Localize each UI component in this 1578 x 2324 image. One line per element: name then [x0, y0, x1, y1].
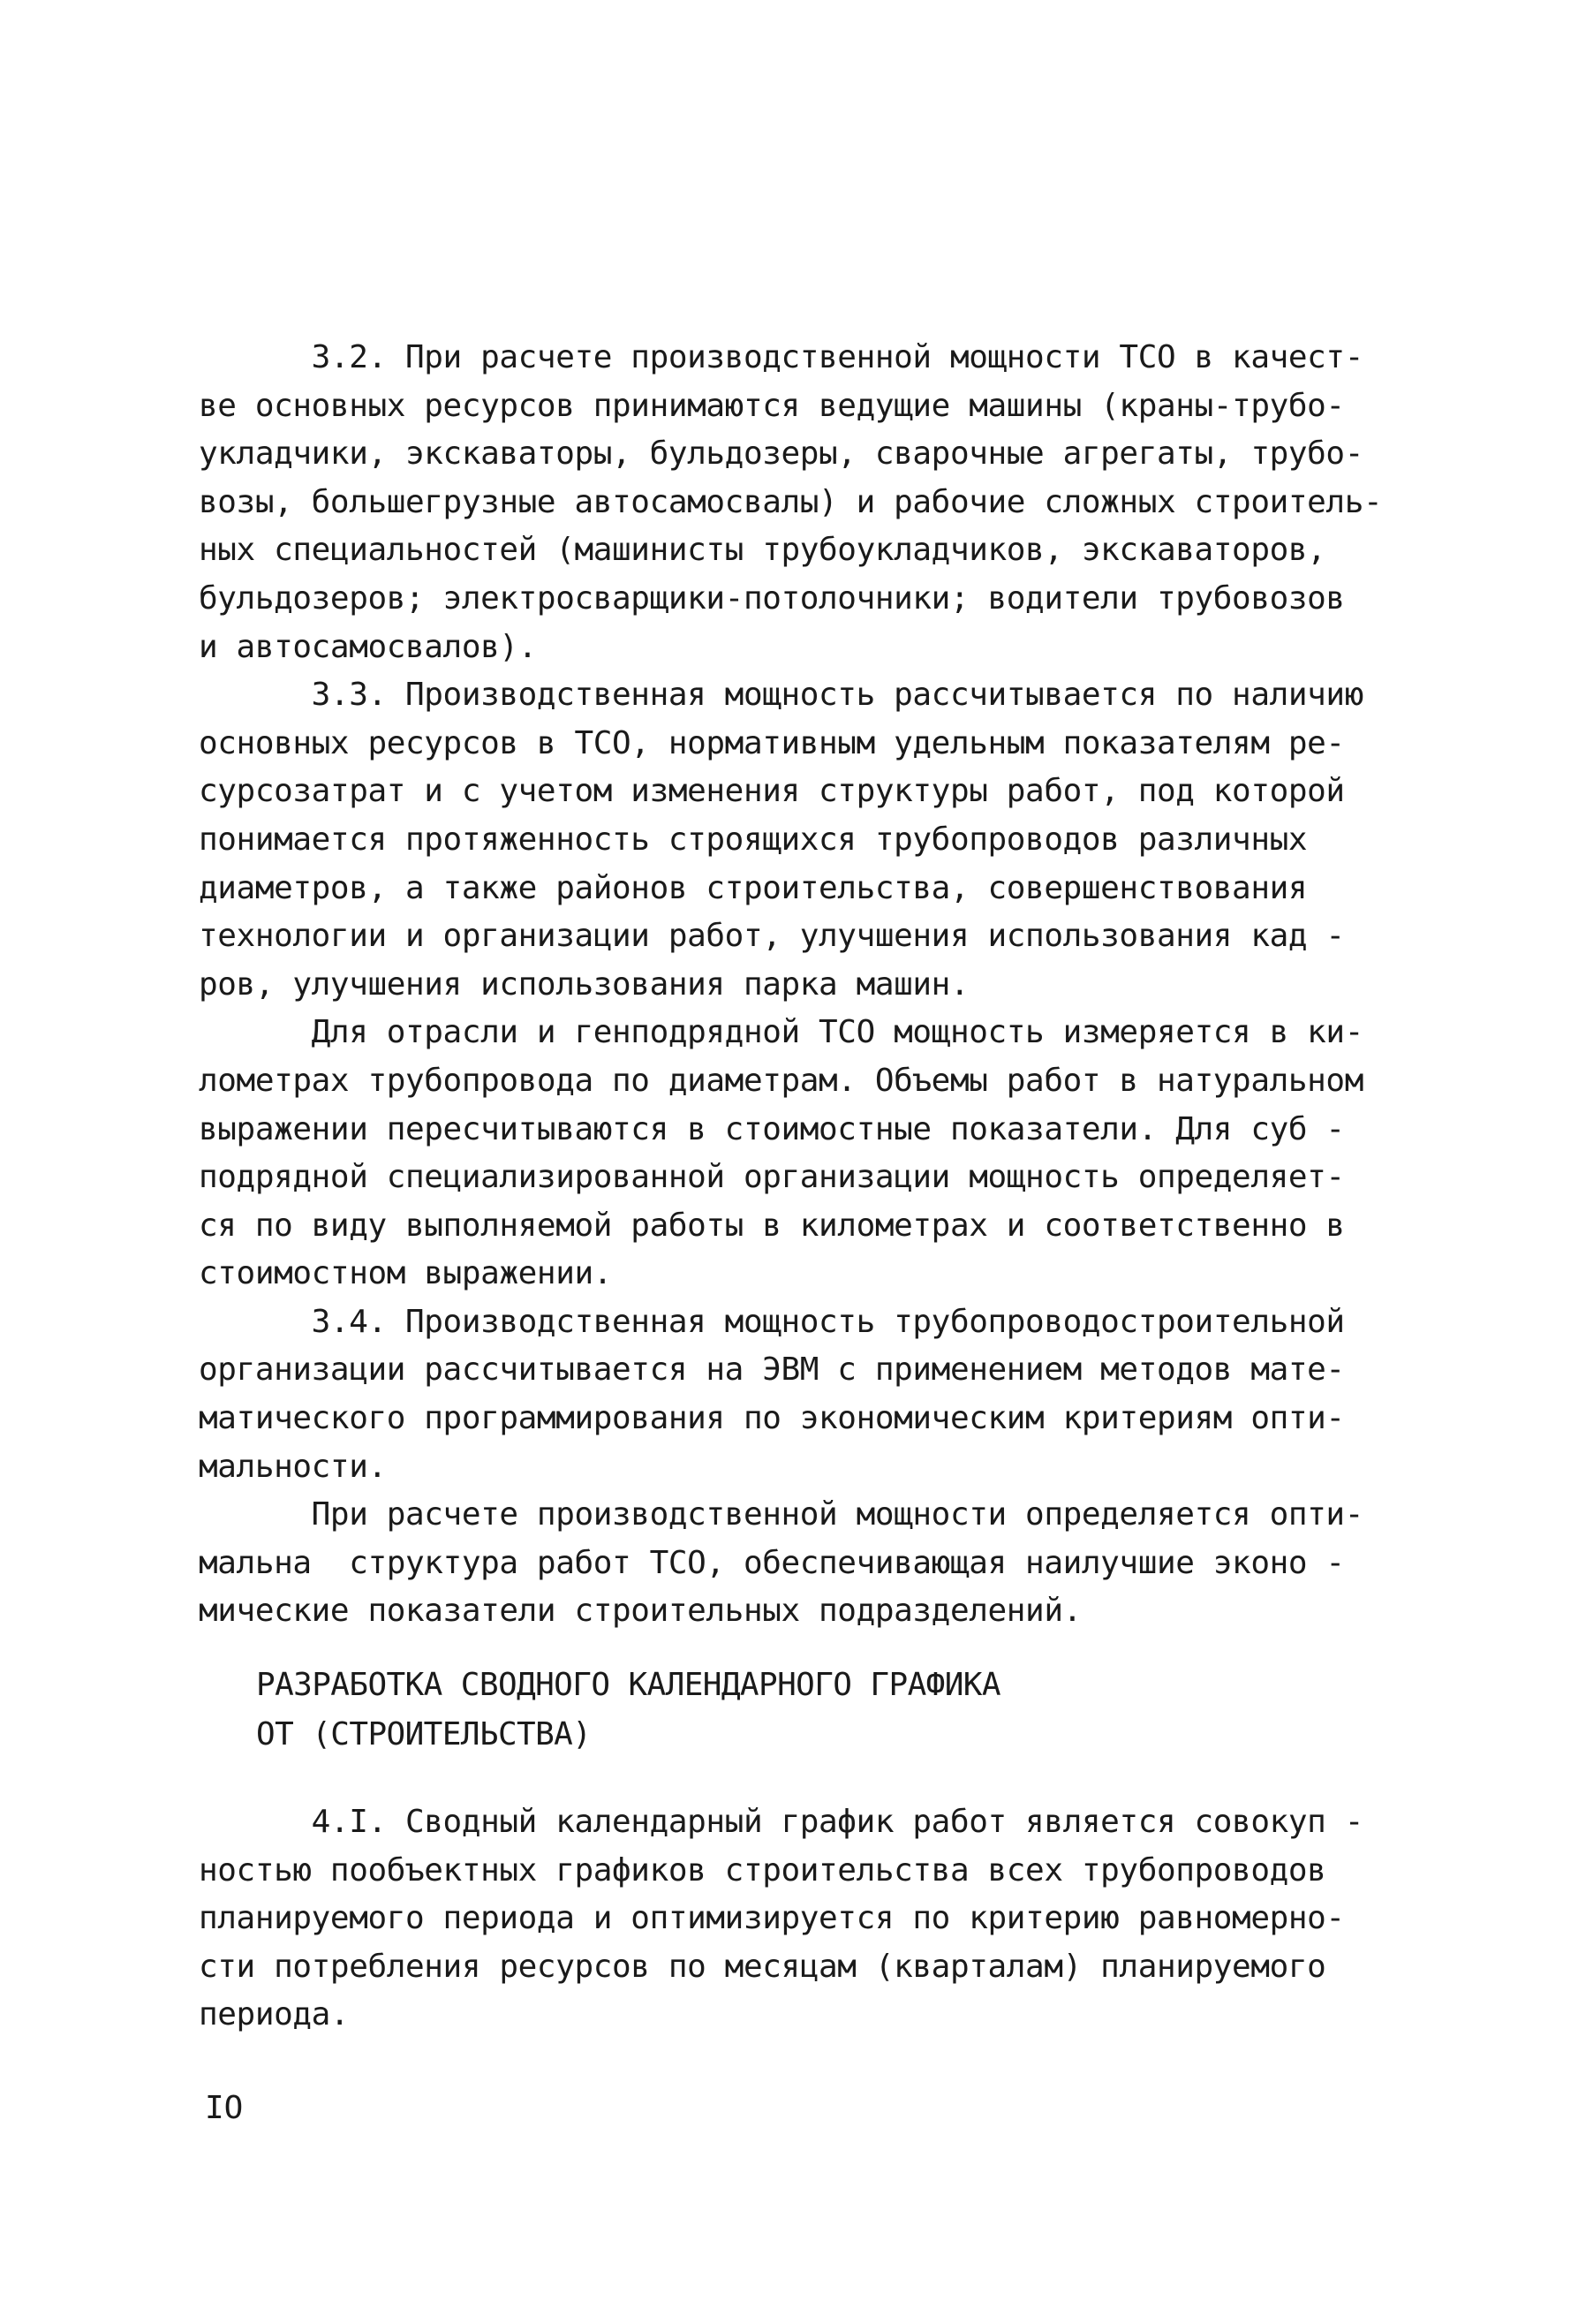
- text-line: технологии и организации работ, улучшения использования кад -: [199, 918, 1345, 955]
- paragraph-3-4-continued: [199, 1491, 1373, 1636]
- text-line: ностью пообъектных графиков строительства всех трубопроводов: [199, 1851, 1326, 1889]
- text-line: сурсозатрат и с учетом изменения структуры работ, под которой: [199, 773, 1345, 810]
- page-number: IO: [205, 2090, 244, 2126]
- text-line: матического программирования по экономическим критериям опти-: [199, 1400, 1345, 1437]
- text-line: мические показатели строительных подразделений.: [199, 1593, 1082, 1630]
- text-line: 3.4. Производственная мощность трубопроводостроительной: [199, 1303, 1345, 1340]
- text-line: бульдозеров; электросварщики-потолочники; водители трубовозов: [199, 579, 1345, 617]
- text-line: организации рассчитывается на ЭВМ с применением методов мате-: [199, 1351, 1345, 1389]
- text-line: 3.2. При расчете производственной мощности ТСО в качест-: [199, 339, 1363, 375]
- text-line: ве основных ресурсов принимаются ведущие машины (краны-трубо-: [199, 387, 1345, 424]
- paragraph-3-4: [199, 1298, 1373, 1491]
- text-line: 4.I. Сводный календарный график работ является совокуп -: [199, 1804, 1363, 1840]
- text-line: возы, большегрузные автосамосвалы) и рабочие сложных строитель-: [199, 483, 1383, 520]
- text-line: При расчете производственной мощности определяется опти-: [199, 1496, 1363, 1533]
- text-line: мальна структура работ ТСО, обеспечивающая наилучшие эконо -: [199, 1544, 1345, 1581]
- section-3-body: [199, 334, 1383, 1636]
- text-line: сти потребления ресурсов по месяцам (кварталам) планируемого: [199, 1948, 1326, 1985]
- paragraph-3-3: [199, 671, 1373, 1009]
- section-4-body: [199, 1798, 1373, 2040]
- heading-line: ОТ (СТРОИТЕЛЬСТВА): [256, 1716, 592, 1752]
- paragraph-4-1: [199, 1798, 1373, 2040]
- text-line: мальности.: [199, 1448, 387, 1485]
- text-line: стоимостном выражении.: [199, 1255, 613, 1292]
- text-line: диаметров, а также районов строительства, совершенствования: [199, 869, 1308, 906]
- paragraph-3-3-continued: [199, 1009, 1373, 1298]
- paragraph-3-2: [199, 334, 1383, 671]
- text-line: понимается протяженность строящихся трубопроводов различных: [199, 821, 1308, 858]
- text-line: лометрах трубопровода по диаметрам. Объемы работ в натуральном: [199, 1062, 1363, 1099]
- text-line: ров, улучшения использования парка машин.: [199, 965, 970, 1003]
- text-line: планируемого периода и оптимизируется по критерию равномерно-: [199, 1900, 1345, 1937]
- text-line: ных специальностей (машинисты трубоукладчиков, экскаваторов,: [199, 532, 1326, 569]
- text-line: и автосамосвалов).: [199, 628, 537, 665]
- text-line: 3.3. Производственная мощность рассчитывается по наличию: [199, 677, 1363, 714]
- text-line: периода.: [199, 1996, 350, 2033]
- heading-line: РАЗРАБОТКА СВОДНОГО КАЛЕНДАРНОГО ГРАФИКА: [256, 1667, 1000, 1703]
- text-line: укладчики, экскаваторы, бульдозеры, сварочные агрегаты, трубо-: [199, 435, 1363, 473]
- text-line: основных ресурсов в ТСО, нормативным удельным показателям ре-: [199, 724, 1345, 761]
- section-4-heading: [256, 1661, 1000, 1760]
- text-line: подрядной специализированной организации мощность определяет-: [199, 1159, 1345, 1196]
- text-line: Для отрасли и генподрядной ТСО мощность измеряется в ки-: [199, 1014, 1363, 1051]
- text-line: выражении пересчитываются в стоимостные показатели. Для суб -: [199, 1110, 1345, 1147]
- text-line: ся по виду выполняемой работы в километрах и соответственно в: [199, 1207, 1345, 1244]
